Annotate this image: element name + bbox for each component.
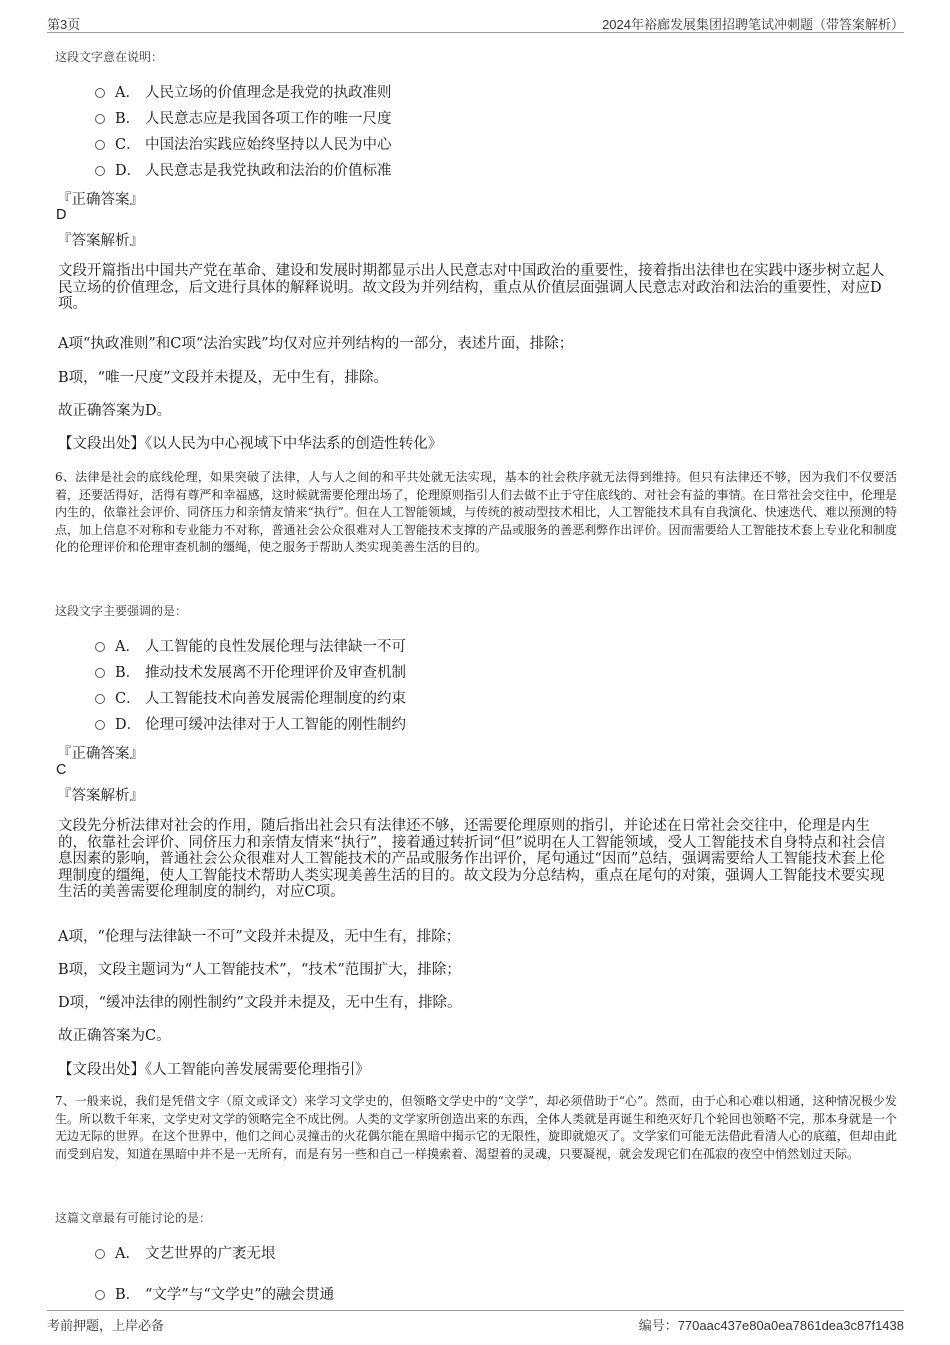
radio-icon[interactable] — [95, 166, 105, 176]
q5-option-b[interactable]: B． 人民意志应是我国各项工作的唯一尺度 — [95, 106, 392, 128]
q5-option-c[interactable]: C． 中国法治实践应始终坚持以人民为中心 — [95, 132, 392, 154]
q5-analysis-option-b: B项，“唯一尺度”文段并未提及，无中生有，排除。 — [58, 370, 388, 386]
radio-icon[interactable] — [95, 114, 105, 124]
q7-option-a[interactable]: A． 文艺世界的广袤无垠 — [95, 1241, 276, 1263]
q5-source: 【文段出处】《以人民为中心视域下中华法系的创造性转化》 — [58, 436, 443, 452]
q7-option-b[interactable]: B． “文学”与“文学史”的融会贯通 — [95, 1282, 334, 1304]
q7-question: 7、一般来说，我们是凭借文字（原文或译文）来学习文学史的，但领略文学史中的“文学”，却必须借助于“心”。然而，由于心和心难以相通，这种情况极少发生。所以数千年来，文学史对文学的领略完全不成比例。人类的文学家所创造出来的东西，全体人类就是再诞生和绝灭好几个轮回也领略不完，那本身就是一个无边无际的世界。在这个世界中，他们之间心灵撞击的火花偶尔能在黑暗中揭示它的无限性，旋即就熄灭了。文学家们可能无法借此看清人心的底蕴，但却由此而受到启发，知道在黑暗中并不是一无所有，而是有另一些和自己一样摸索着、渴望着的灵魂，只要凝视，就会发现它们在孤寂的夜空中悄然划过天际。 — [55, 1094, 897, 1161]
q6-answer: C — [56, 762, 67, 778]
q5-analysis-option-a: A项“执政准则”和C项“法治实践”均仅对应并列结构的一部分，表述片面，排除； — [58, 336, 574, 352]
q6-analysis-option-b: B项，文段主题词为“人工智能技术”，“技术”范围扩大，排除； — [58, 962, 461, 978]
radio-icon[interactable] — [95, 88, 105, 98]
q5-prompt: 这段文字意在说明： — [55, 50, 164, 64]
q6-analysis-label: 『答案解析』 — [57, 788, 144, 804]
q6-analysis: 文段先分析法律对社会的作用，随后指出社会只有法律还不够，还需要伦理原则的指引，并论述在日常社会交往中，伦理是内生的，依靠社会评价、同侪压力和亲情友情来“执行”，接着通过转折词“但”说明在人工智能领域，受人工智能技术自身特点和社会信息因素的影响，普通社会公众很难对人工智能技术的产品或服务作出评价，尾句通过“因而”总结，强调需要给人工智能技术套上伦理制度的缰绳，使人工智能技术帮助人类实现美善生活的目的。故文段为分总结构，重点在尾句的对策，强调人工智能技术要实现生活的美善需要伦理制度的制约，对应C项。 — [58, 818, 886, 900]
radio-icon[interactable] — [95, 694, 105, 704]
q6-analysis-option-d: D项，“缓冲法律的刚性制约”文段并未提及，无中生有，排除。 — [58, 995, 462, 1011]
q6-option-c[interactable]: C． 人工智能技术向善发展需伦理制度的约束 — [95, 686, 406, 708]
footer-slogan: 考前押题，上岸必备 — [47, 1318, 165, 1333]
q5-answer: D — [56, 207, 67, 223]
radio-icon[interactable] — [95, 668, 105, 678]
q6-option-a[interactable]: A． 人工智能的良性发展伦理与法律缺一不可 — [95, 634, 406, 656]
q5-conclusion: 故正确答案为D。 — [58, 403, 172, 419]
radio-icon[interactable] — [95, 1290, 105, 1300]
page-header — [47, 12, 904, 33]
q5-analysis-label: 『答案解析』 — [57, 233, 144, 249]
q6-question: 6、法律是社会的底线伦理，如果突破了法律，人与人之间的和平共处就无法实现，基本的社会秩序就无法得到维持。但只有法律还不够，因为我们不仅要活着，还要活得好，活得有尊严和幸福感，这时候就需要伦理出场了，伦理原则指引人们去做不止于守住底线的、对社会有益的事情。在日常社会交往中，伦理是内生的，依靠社会评价、同侪压力和亲情友情来“执行”。但在人工智能领域，与传统的被动型技术相比，人工智能技术具有自我演化、快速迭代、难以预测的特点，加上信息不对称和专业能力不对称，普通社会公众很难对人工智能技术支撑的产品或服务的善恶利弊作出评价。因而需要给人工智能技术套上专业化和制度化的伦理评价和伦理审查机制的缰绳，使之服务于帮助人类实现美善生活的目的。 — [55, 470, 897, 554]
q7-prompt: 这篇文章最有可能讨论的是： — [55, 1211, 212, 1225]
q6-option-b[interactable]: B． 推动技术发展离不开伦理评价及审查机制 — [95, 660, 406, 682]
q6-option-d[interactable]: D． 伦理可缓冲法律对于人工智能的刚性制约 — [95, 712, 406, 734]
q5-answer-label: 『正确答案』 — [57, 192, 144, 208]
document-title: 2024年裕廊发展集团招聘笔试冲刺题（带答案解析） — [602, 17, 904, 32]
page-number: 第3页 — [47, 17, 81, 32]
document-code: 编号：770aac437e80a0ea7861dea3c87f1438 — [638, 1318, 904, 1333]
page-footer — [47, 1310, 904, 1333]
q6-prompt: 这段文字主要强调的是： — [55, 604, 188, 618]
q6-conclusion: 故正确答案为C。 — [58, 1028, 171, 1044]
q6-answer-label: 『正确答案』 — [57, 746, 144, 762]
q6-analysis-option-a: A项，“伦理与法律缺一不可”文段并未提及，无中生有，排除； — [58, 929, 461, 945]
radio-icon[interactable] — [95, 642, 105, 652]
q5-analysis: 文段开篇指出中国共产党在革命、建设和发展时期都显示出人民意志对中国政治的重要性，接着指出法律也在实践中逐步树立起人民立场的价值理念，后文进行具体的解释说明。故文段为并列结构，重点从价值层面强调人民意志对政治和法治的重要性，对应D项。 — [58, 263, 885, 312]
radio-icon[interactable] — [95, 1249, 105, 1259]
q5-option-d[interactable]: D． 人民意志是我党执政和法治的价值标准 — [95, 158, 392, 180]
q5-option-a[interactable]: A． 人民立场的价值理念是我党的执政准则 — [95, 80, 392, 102]
q6-source: 【文段出处】《人工智能向善发展需要伦理指引》 — [58, 1062, 370, 1078]
radio-icon[interactable] — [95, 140, 105, 150]
radio-icon[interactable] — [95, 720, 105, 730]
